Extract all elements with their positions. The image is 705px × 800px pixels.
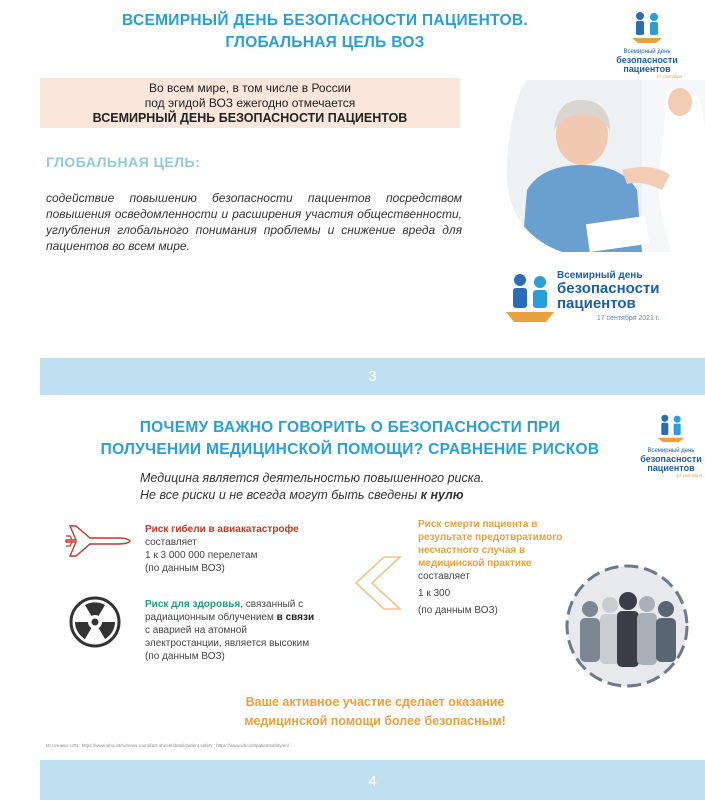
- risk-air: [145, 523, 355, 575]
- brand-text: пациентов: [557, 295, 636, 312]
- call-line: Ваше активное участие сделает оказание: [245, 695, 505, 709]
- risk-line: , связанный с: [240, 599, 304, 610]
- subtitle-text: Не все риски и не всегда могут быть сведены: [140, 488, 421, 502]
- risk-emphasis: в связи: [276, 612, 315, 623]
- subtitle-emphasis: к нулю: [420, 488, 464, 502]
- title-line: ГЛОБАЛЬНАЯ ЦЕЛЬ ВОЗ: [225, 34, 425, 51]
- page-number: 4: [368, 773, 377, 790]
- logo-date: 17 сентября: [656, 74, 682, 79]
- risk-line: с аварией на атомной: [145, 625, 247, 636]
- risk-line: электростанции, является высоким: [145, 638, 310, 649]
- title-line: ПОЧЕМУ ВАЖНО ГОВОРИТЬ О БЕЗОПАСНОСТИ ПРИ: [139, 419, 561, 436]
- risk-line: составляет: [145, 537, 197, 548]
- slide-title: [90, 417, 610, 461]
- risk-line: (по данным ВОЗ): [145, 651, 225, 662]
- subtitle-line: Медицина является деятельностью повышенного риска.: [140, 471, 485, 485]
- airplane-icon: [62, 520, 134, 560]
- risk-heading: результате предотвратимого: [418, 532, 563, 543]
- risk-radiation: [145, 598, 355, 663]
- event-logo: [640, 413, 702, 483]
- brand-text: безопасности: [557, 280, 660, 297]
- slide-3: [40, 0, 705, 395]
- title-line: ПОЛУЧЕНИИ МЕДИЦИНСКОЙ ПОМОЩИ? СРАВНЕНИЕ РИСКОВ: [100, 441, 600, 458]
- risk-line: 1 к 300: [418, 588, 451, 599]
- call-to-action: [200, 693, 550, 731]
- risk-line: 1 к 3 000 000 перелетам: [145, 550, 258, 561]
- risk-heading: Риск смерти пациента в: [418, 519, 538, 530]
- logo-text: безопасности: [640, 454, 702, 464]
- title-line: ВСЕМИРНЫЙ ДЕНЬ БЕЗОПАСНОСТИ ПАЦИЕНТОВ.: [122, 12, 528, 29]
- risk-line: радиационным облучением: [145, 612, 277, 623]
- logo-text: безопасности: [616, 55, 678, 65]
- people-group-illustration: [562, 561, 692, 691]
- call-line: медицинской помощи более безопасным!: [244, 714, 506, 728]
- risk-line: составляет: [418, 571, 470, 582]
- page-number: 3: [368, 368, 377, 385]
- subtitle: [140, 470, 560, 504]
- intro-line: под эгидой ВОЗ ежегодно отмечается: [144, 96, 356, 110]
- risk-heading: несчастного случая в: [418, 545, 526, 556]
- slide-4: [40, 403, 705, 800]
- intro-line: Во всем мире, в том числе в России: [148, 81, 352, 95]
- logo-text: пациентов: [647, 463, 695, 473]
- risk-line: (по данным ВОЗ): [418, 605, 498, 616]
- risk-heading: медицинской практике: [418, 558, 532, 569]
- people-logo-icon: [640, 413, 702, 443]
- elderly-patient-photo: [502, 80, 705, 252]
- goal-text: содействие повышению безопасности пациентов посредством повышения осведомленности и расширения участия общественности, углубления глобального понимания проблемы и снижение вреда для пациентов во всем мире.: [46, 191, 462, 253]
- brand-date: 17 сентября 2021 г.: [596, 315, 660, 322]
- subtitle-line: [140, 487, 560, 504]
- intro-line: ВСЕМИРНЫЙ ДЕНЬ БЕЗОПАСНОСТИ ПАЦИЕНТОВ: [92, 111, 408, 125]
- logo-text: Всемирный день: [647, 448, 695, 454]
- event-logo: [612, 10, 682, 80]
- source-note: Источники: URL: https://www.who.int/ru/news-room/fact-sheets/detail/patient-safety ; https://www.who.int/patientsafety/en/: [46, 743, 290, 748]
- people-logo-icon: [612, 10, 682, 44]
- logo-date: 17 сентября: [676, 473, 702, 478]
- event-brand: [502, 266, 702, 336]
- goal-heading: ГЛОБАЛЬНАЯ ЦЕЛЬ:: [46, 154, 201, 170]
- logo-text: пациентов: [623, 64, 671, 74]
- slide-title: [110, 10, 540, 54]
- brand-text: Всемирный день: [557, 270, 643, 281]
- intro-box: [40, 78, 460, 128]
- risk-heading: Риск для здоровья: [145, 599, 241, 610]
- logo-text: Всемирный день: [623, 49, 671, 55]
- risk-heading: Риск гибели в авиакатастрофе: [145, 524, 299, 535]
- chevron-left-icon: [350, 553, 410, 613]
- people-brand-icon: [502, 270, 558, 326]
- radiation-icon: [68, 595, 122, 649]
- risk-line: (по данным ВОЗ): [145, 563, 225, 574]
